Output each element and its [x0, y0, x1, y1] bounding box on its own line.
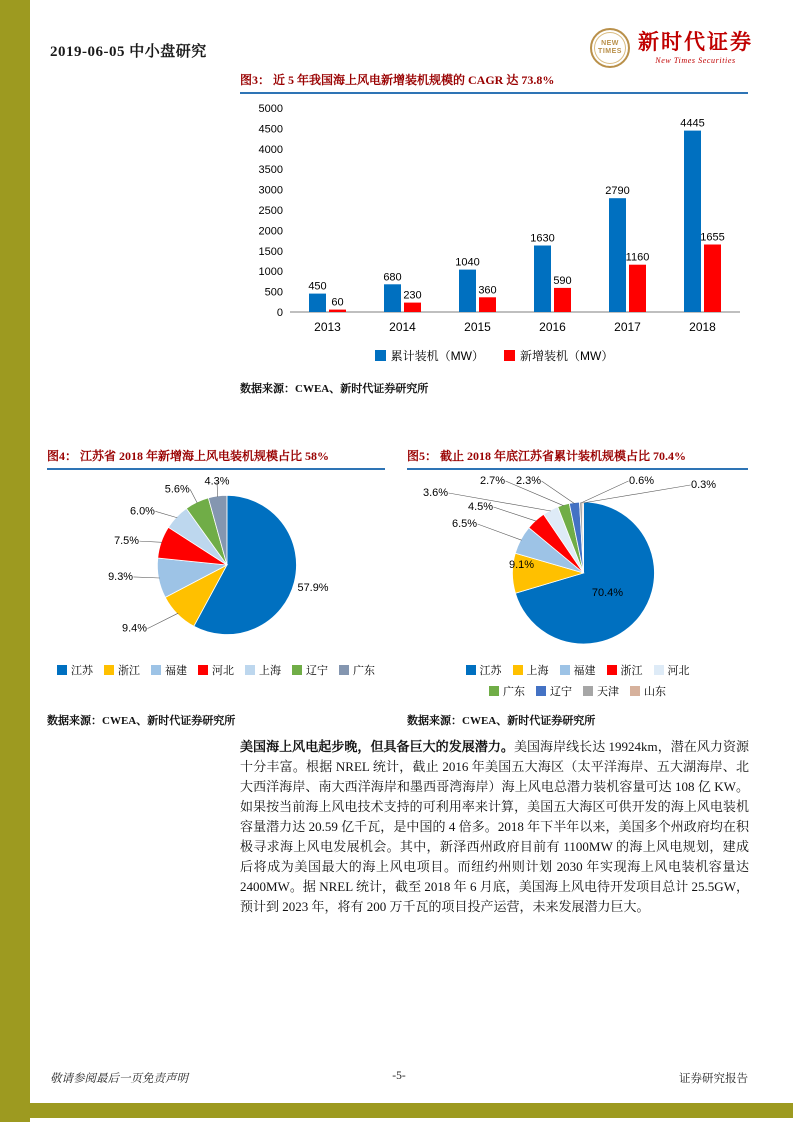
bar-value-label: 2790 [605, 185, 630, 198]
svg-text:2000: 2000 [258, 225, 283, 238]
legend-swatch [292, 665, 302, 675]
pie-percent-label: 0.6% [628, 475, 655, 487]
bar-value-label: 590 [553, 274, 572, 287]
legend-swatch [151, 665, 161, 675]
pie-percent-label: 0.3% [690, 479, 717, 491]
legend-row [57, 662, 375, 678]
logo-seal-text-top: NEW [601, 39, 619, 47]
legend-item: 浙江 [607, 662, 643, 678]
bar [554, 288, 571, 312]
footer-disclaimer: 敬请参阅最后一页免责声明 [50, 1073, 188, 1085]
legend-swatch [513, 665, 523, 675]
page-footer [50, 1070, 748, 1086]
pie-fig5-legend [407, 662, 748, 706]
bar [609, 198, 626, 312]
legend-swatch [630, 686, 640, 696]
svg-text:2017: 2017 [614, 320, 641, 334]
figure-5-source: 数据来源：CWEA、新时代证券研究所 [407, 715, 596, 727]
pie-percent-label: 5.6% [164, 483, 190, 496]
footer-report-type: 证券研究报告 [679, 1073, 749, 1085]
bar-value-label: 1040 [455, 256, 480, 269]
pie-percent-label: 6.0% [129, 505, 155, 518]
pie-percent-label: 9.4% [122, 622, 147, 635]
logo-names [638, 31, 753, 64]
legend-swatch [489, 686, 499, 696]
pie-percent-label: 4.5% [467, 501, 494, 513]
legend-swatch [198, 665, 208, 675]
svg-text:4000: 4000 [258, 143, 283, 156]
legend-item: 河北 [654, 662, 690, 678]
legend-swatch [375, 350, 386, 361]
pie-fig4-legend [47, 662, 385, 706]
figure-4-title: 图4： 江苏省 2018 年新增海上风电装机规模占比 58% [47, 448, 385, 470]
pie-percent-label: 9.1% [508, 559, 535, 571]
legend-item: 新增装机（MW） [504, 347, 613, 364]
bar [684, 131, 701, 312]
svg-text:2018: 2018 [689, 320, 716, 334]
figure-3 [240, 72, 748, 396]
logo-seal-icon [590, 28, 630, 68]
svg-text:2013: 2013 [314, 320, 341, 334]
figure-3-source: 数据来源：CWEA、新时代证券研究所 [240, 383, 429, 395]
logo-seal-text-bottom: TIMES [598, 48, 622, 55]
legend-item: 广东 [339, 662, 375, 678]
legend-item: 广东 [489, 683, 525, 699]
figure-4-source: 数据来源：CWEA、新时代证券研究所 [47, 715, 236, 727]
svg-text:2016: 2016 [539, 320, 566, 334]
legend-item: 浙江 [104, 662, 140, 678]
report-date-title: 2019-06-05 中小盘研究 [50, 44, 207, 60]
figure-3-title: 图3： 近 5 年我国海上风电新增装机规模的 CAGR 达 73.8% [240, 72, 748, 94]
pie-percent-label: 4.3% [204, 475, 230, 488]
legend-item: 山东 [630, 683, 666, 699]
legend-item: 江苏 [466, 662, 502, 678]
pie-chart-fig4 [47, 470, 385, 655]
bar [704, 245, 721, 313]
pie-percent-label: 2.7% [479, 475, 506, 487]
logo-name-en: New Times Securities [655, 55, 736, 65]
body-paragraph [240, 737, 749, 917]
legend-swatch [466, 665, 476, 675]
pie-percent-label: 9.3% [108, 570, 134, 583]
legend-row [489, 683, 666, 699]
svg-text:5000: 5000 [258, 103, 283, 115]
legend-swatch [560, 665, 570, 675]
pie-percent-label: 7.5% [114, 535, 139, 548]
svg-text:2500: 2500 [258, 205, 283, 217]
bottom-accent-bar [0, 1103, 793, 1118]
legend-item: 辽宁 [292, 662, 328, 678]
bar-value-label: 4445 [680, 117, 705, 130]
legend-item: 江苏 [57, 662, 93, 678]
bar-value-label: 450 [308, 280, 327, 293]
bar [404, 303, 421, 312]
figure-5-title: 图5： 截止 2018 年底江苏省累计装机规模占比 70.4% [407, 448, 748, 470]
svg-text:500: 500 [264, 286, 283, 299]
pie-percent-label: 6.5% [451, 518, 478, 530]
figure-5 [407, 448, 748, 728]
legend-row [466, 662, 690, 678]
bar [629, 265, 646, 312]
legend-swatch [536, 686, 546, 696]
svg-text:1500: 1500 [258, 245, 283, 258]
footer-page-number: -5- [392, 1070, 406, 1082]
legend-swatch [104, 665, 114, 675]
svg-text:3000: 3000 [258, 184, 283, 197]
bar-chart [240, 94, 748, 338]
bar [309, 294, 326, 312]
legend-item: 累计装机（MW） [375, 347, 484, 364]
pie-chart-fig5 [407, 470, 748, 655]
svg-text:1000: 1000 [258, 266, 283, 279]
legend-swatch [339, 665, 349, 675]
legend-item: 福建 [151, 662, 187, 678]
body-lead-sentence: 美国海上风电起步晚，但具备巨大的发展潜力。 [240, 739, 514, 754]
bar-value-label: 1630 [530, 232, 555, 245]
legend-item: 上海 [245, 662, 281, 678]
bar-value-label: 230 [403, 289, 422, 302]
svg-text:4500: 4500 [258, 123, 283, 136]
bar-value-label: 680 [383, 271, 402, 284]
legend-swatch [504, 350, 515, 361]
bar-chart-legend [240, 347, 748, 364]
bar-value-label: 1160 [625, 251, 650, 264]
company-logo [590, 28, 753, 68]
pie-percent-label: 70.4% [591, 587, 624, 599]
bar [459, 270, 476, 312]
legend-swatch [654, 665, 664, 675]
bar [329, 310, 346, 312]
legend-swatch [57, 665, 67, 675]
left-accent-bar [0, 0, 30, 1122]
legend-item: 福建 [560, 662, 596, 678]
legend-item: 上海 [513, 662, 549, 678]
figure-4 [47, 448, 385, 728]
pie-percent-label: 3.6% [422, 487, 449, 499]
legend-item: 天津 [583, 683, 619, 699]
svg-text:3500: 3500 [258, 164, 283, 177]
svg-text:0: 0 [276, 307, 283, 319]
legend-item: 河北 [198, 662, 234, 678]
legend-swatch [607, 665, 617, 675]
pie-percent-label: 57.9% [297, 581, 329, 594]
legend-swatch [583, 686, 593, 696]
bar-value-label: 360 [478, 284, 497, 297]
svg-text:2014: 2014 [389, 320, 416, 334]
svg-text:2015: 2015 [464, 320, 491, 334]
legend-item: 辽宁 [536, 683, 572, 699]
pie-percent-label: 2.3% [515, 475, 542, 487]
bar [534, 246, 551, 313]
bar [384, 284, 401, 312]
bar-value-label: 60 [331, 296, 344, 309]
bar-value-label: 1655 [700, 231, 725, 244]
logo-name-cn: 新时代证券 [638, 30, 753, 55]
legend-swatch [245, 665, 255, 675]
body-main-text: 美国海岸线长达 19924km，潜在风力资源十分丰富。根据 NREL 统计，截止 2016 年美国五大海区（太平洋海岸、五大湖海岸、北大西洋海岸、南大西洋海岸和墨西哥湾海岸）海上风电总潜力装机容量可达 108 亿 KW。如果按当前海上风电技术支持的可利用率来计算，美国五大海区可供开发的海上风电装机容量潜力达 20.59 亿千瓦，是中国的 4 倍多。2018 年下半年以来，美国多个州政府均在积极寻求海上风电发展机会。其中，新泽西州政府目前有 1100MW 的海上风电规划，建成后将成为美国最大的海上风电项目。而纽约州则计划 2030 年实现海上风电装机容量达 2400MW。据 NREL 统计，截至 2018 年 6 月底，美国海上风电待开发项目总计 25.5GW，预计到 2023 年，将有 200 万千瓦的项目投产运营，未来发展潜力巨大。 [240, 739, 749, 914]
page-header [50, 28, 753, 68]
bar [479, 297, 496, 312]
